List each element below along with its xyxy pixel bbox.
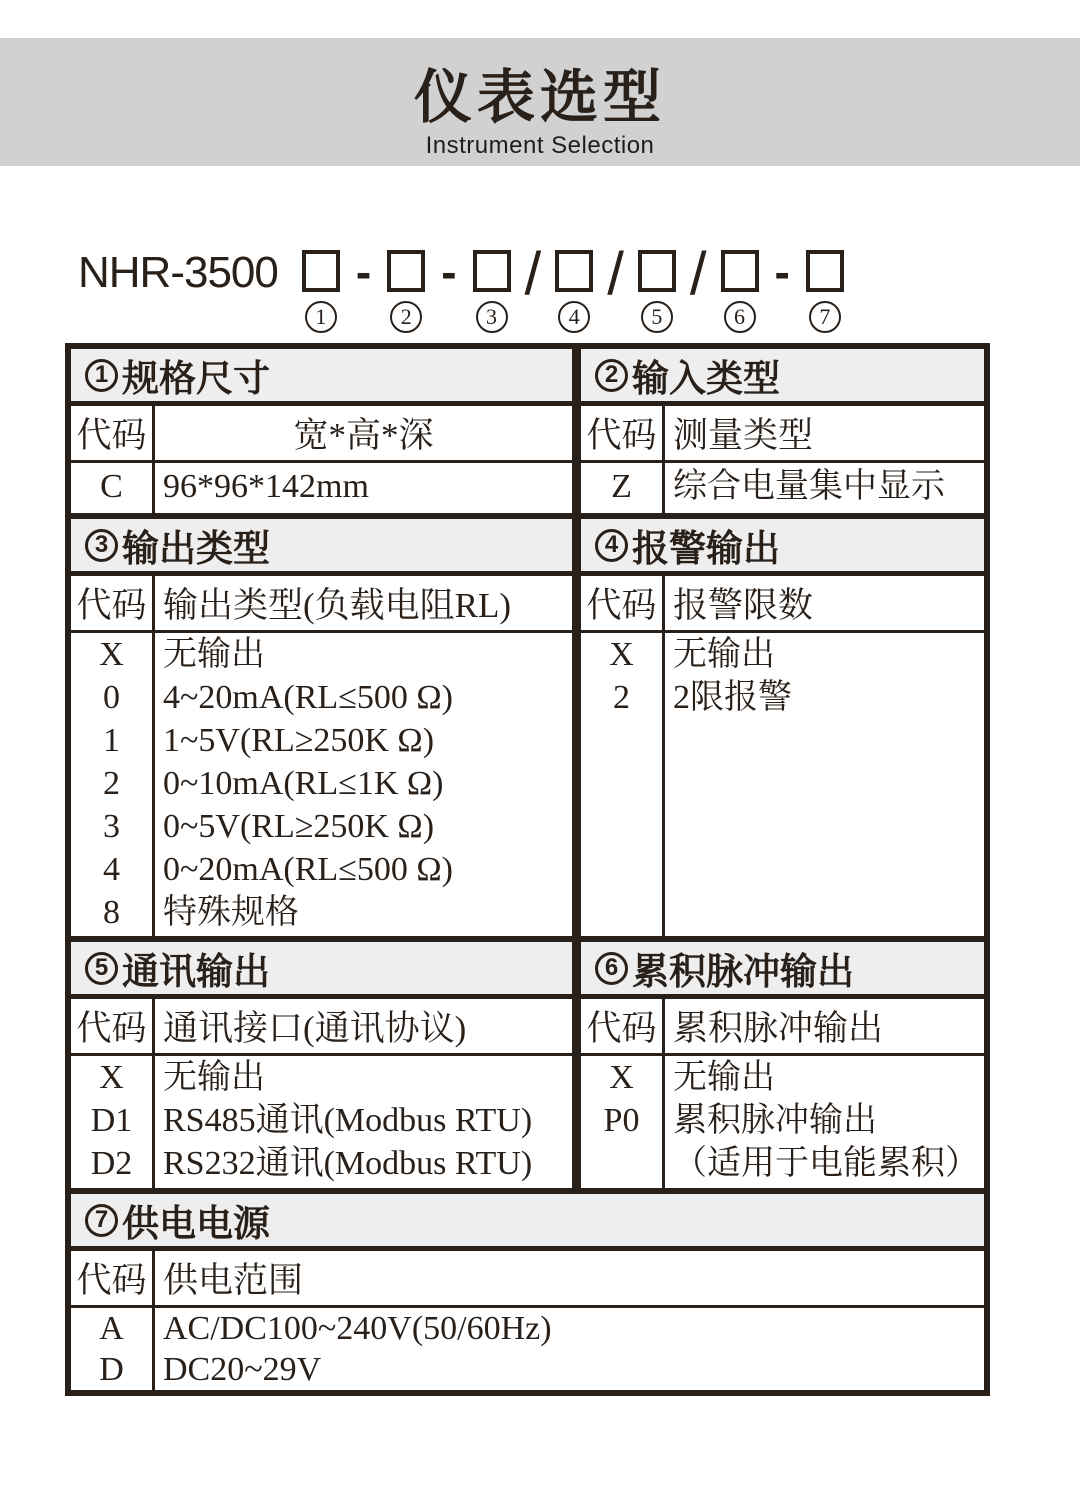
page-title: 仪表选型 xyxy=(413,65,666,130)
code-cell: X xyxy=(99,636,124,673)
table-band-3 xyxy=(71,936,984,1188)
section-title xyxy=(71,942,572,999)
desc-column-header: 输出类型(负载电阻RL) xyxy=(163,586,512,625)
section-rows xyxy=(71,633,572,936)
code-cell: 2 xyxy=(103,765,120,802)
desc-cell: 2限报警 xyxy=(673,679,792,716)
code-column-header: 代码 xyxy=(71,1251,155,1305)
circled-number-icon: 5 xyxy=(85,952,118,985)
table-band-1 xyxy=(71,349,984,513)
section-title xyxy=(71,1194,984,1251)
column-header-row xyxy=(71,576,572,633)
code-cell: 1 xyxy=(103,722,120,759)
desc-cell: 累积脉冲输出 xyxy=(673,1102,877,1139)
table-band-4 xyxy=(71,1188,984,1390)
desc-cell: 1~5V(RL≥250K Ω) xyxy=(163,722,435,759)
section-title-text: 供电电源 xyxy=(122,1203,270,1244)
section-title-text: 通讯输出 xyxy=(122,951,270,992)
desc-cell: 96*96*142mm xyxy=(163,468,369,505)
page-banner xyxy=(0,38,1080,166)
code-cell xyxy=(581,1142,662,1185)
section-spec-size xyxy=(71,349,572,513)
section-title-text: 输入类型 xyxy=(632,358,780,399)
circled-number-icon: 4 xyxy=(595,529,628,562)
section-comm-output xyxy=(71,942,572,1188)
section-rows xyxy=(71,463,572,513)
model-code-position xyxy=(806,250,844,333)
model-code-box xyxy=(302,250,340,292)
code-cell: D xyxy=(99,1351,124,1388)
desc-cell: （适用于电能累积） xyxy=(673,1145,979,1182)
column-header-row xyxy=(581,999,984,1056)
code-cell: 8 xyxy=(103,894,120,931)
code-cell: P0 xyxy=(603,1102,640,1139)
section-title xyxy=(581,942,984,999)
separator-slash: / xyxy=(524,240,542,307)
column-header-row xyxy=(581,576,984,633)
code-column-header: 代码 xyxy=(71,406,155,460)
page-subtitle: Instrument Selection xyxy=(425,132,655,159)
code-cell: X xyxy=(609,636,634,673)
circled-number-icon: 6 xyxy=(595,952,628,985)
section-output-type xyxy=(71,519,572,936)
code-cell: 3 xyxy=(103,808,120,845)
desc-column-header: 累积脉冲输出 xyxy=(673,1009,884,1048)
desc-cell: 特殊规格 xyxy=(163,894,299,931)
model-code-position xyxy=(555,250,593,333)
section-title xyxy=(581,349,984,406)
model-number: NHR-3500 xyxy=(78,248,278,297)
section-rows xyxy=(581,1056,984,1188)
desc-cell: RS232通讯(Modbus RTU) xyxy=(163,1145,533,1182)
section-title-text: 输出类型 xyxy=(122,528,270,569)
code-cell: 4 xyxy=(103,851,120,888)
section-input-type xyxy=(572,349,984,513)
selection-table xyxy=(65,343,990,1396)
section-rows xyxy=(71,1056,572,1188)
separator-dash: - xyxy=(441,246,457,298)
circled-number-icon: 2 xyxy=(595,359,628,392)
desc-cell: 综合电量集中显示 xyxy=(673,468,945,505)
section-rows xyxy=(581,633,984,936)
model-code-box xyxy=(721,250,759,292)
desc-cell: DC20~29V xyxy=(163,1351,322,1388)
desc-column-header: 通讯接口(通讯协议) xyxy=(163,1009,467,1048)
desc-cell: 无输出 xyxy=(673,636,775,673)
section-title xyxy=(581,519,984,576)
position-number: 5 xyxy=(641,301,673,333)
section-title xyxy=(71,349,572,406)
separator-slash: / xyxy=(607,240,624,307)
position-number: 6 xyxy=(724,301,756,333)
model-code-line xyxy=(78,240,1080,333)
separator-dash: - xyxy=(774,246,790,298)
code-cell: D1 xyxy=(90,1102,133,1139)
column-header-row xyxy=(71,1251,984,1308)
section-power-supply xyxy=(71,1194,984,1390)
code-cell: X xyxy=(609,1059,634,1096)
circled-number-icon: 3 xyxy=(85,529,118,562)
separator-dash: - xyxy=(355,246,372,298)
desc-cell: RS485通讯(Modbus RTU) xyxy=(163,1102,533,1139)
position-number: 7 xyxy=(809,301,841,333)
section-alarm-output xyxy=(572,519,984,936)
desc-cell: 0~20mA(RL≤500 Ω) xyxy=(163,851,453,888)
desc-cell: 0~5V(RL≥250K Ω) xyxy=(163,808,435,845)
code-cell: 2 xyxy=(613,679,630,716)
model-code-position xyxy=(302,250,340,333)
code-column-header: 代码 xyxy=(71,999,155,1053)
model-code-positions xyxy=(296,240,850,333)
column-header-row xyxy=(581,406,984,463)
position-number: 3 xyxy=(476,301,508,333)
position-number: 2 xyxy=(390,301,422,333)
desc-cell: 无输出 xyxy=(673,1059,775,1096)
desc-cell: 无输出 xyxy=(163,1059,265,1096)
position-number: 4 xyxy=(558,301,590,333)
section-pulse-output xyxy=(572,942,984,1188)
model-code-position xyxy=(473,250,511,333)
section-title-text: 规格尺寸 xyxy=(122,358,270,399)
model-code-position xyxy=(721,250,759,333)
code-cell: 0 xyxy=(103,679,120,716)
code-column-header: 代码 xyxy=(581,406,665,460)
column-header-row xyxy=(71,406,572,463)
separator-slash: / xyxy=(689,240,707,307)
code-cell: X xyxy=(99,1059,124,1096)
position-number: 1 xyxy=(305,301,337,333)
code-column-header: 代码 xyxy=(581,576,665,630)
model-code-position xyxy=(638,250,676,333)
desc-cell: 0~10mA(RL≤1K Ω) xyxy=(163,765,444,802)
section-title-text: 报警输出 xyxy=(632,528,780,569)
model-code-box xyxy=(387,250,425,292)
column-header-row xyxy=(71,999,572,1056)
code-column-header: 代码 xyxy=(581,999,665,1053)
code-cell: C xyxy=(100,468,123,505)
model-code-box xyxy=(555,250,593,292)
table-band-2 xyxy=(71,513,984,936)
section-rows xyxy=(71,1308,984,1390)
section-title xyxy=(71,519,572,576)
desc-cell: AC/DC100~240V(50/60Hz) xyxy=(163,1310,552,1347)
code-cell: D2 xyxy=(90,1145,133,1182)
model-code-position xyxy=(387,250,425,333)
model-code-box xyxy=(638,250,676,292)
desc-column-header: 供电范围 xyxy=(163,1261,304,1300)
desc-column-header: 报警限数 xyxy=(673,586,814,625)
model-code-box xyxy=(806,250,844,292)
desc-column-header: 测量类型 xyxy=(673,416,814,455)
model-code-box xyxy=(473,250,511,292)
section-rows xyxy=(581,463,984,513)
desc-cell: 无输出 xyxy=(163,636,265,673)
section-title-text: 累积脉冲输出 xyxy=(632,951,854,992)
circled-number-icon: 1 xyxy=(85,359,118,392)
desc-column-header: 宽*高*深 xyxy=(293,416,434,455)
desc-cell: 4~20mA(RL≤500 Ω) xyxy=(163,679,453,716)
circled-number-icon: 7 xyxy=(85,1204,118,1237)
code-cell: A xyxy=(99,1310,124,1347)
code-cell: Z xyxy=(611,468,632,505)
code-column-header: 代码 xyxy=(71,576,155,630)
